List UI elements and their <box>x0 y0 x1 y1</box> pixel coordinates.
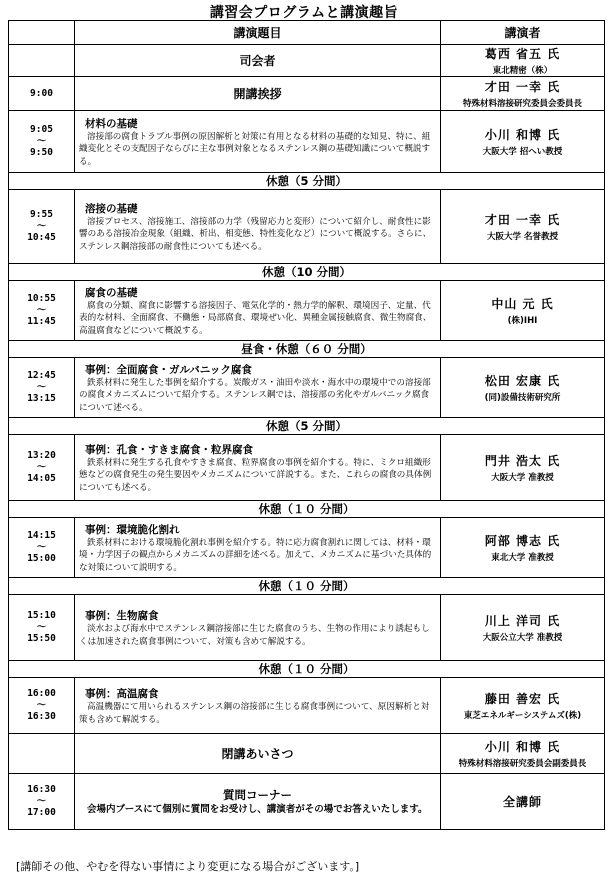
session-title: 事例：全面腐食・ガルバニック腐食 <box>85 363 252 376</box>
session-description: 鉄系材料に発生した事例を紹介する。炭酸ガス・油田や淡水・海水中の環境中での溶接部の腐食メカニズムについて紹介する。ステンレス鋼では、溶接部の劣化やガルバニック腐食について述べる。 <box>79 377 431 413</box>
topic-cell <box>75 678 441 734</box>
session-title: 質問コーナー <box>223 788 292 803</box>
speaker-name: 葛西 省五 氏 <box>484 47 561 61</box>
speaker-name: 藤田 善宏 氏 <box>484 692 561 706</box>
speaker-affiliation: 特殊材料溶接研究委員会委員長 <box>462 99 582 109</box>
table-row <box>9 111 605 173</box>
start-time: 9:05 <box>30 123 53 135</box>
speaker-header: 講演者 <box>441 21 605 45</box>
time-cell <box>9 190 75 264</box>
speaker-cell <box>441 45 605 77</box>
table-row <box>9 518 605 578</box>
speaker-affiliation: 特殊材料溶接研究委員会副委員長 <box>458 759 587 769</box>
end-time: 14:05 <box>27 473 56 485</box>
time-cell: 9:00 <box>9 77 75 111</box>
topic-cell <box>75 111 441 173</box>
topic-cell: 司会者 <box>75 45 441 77</box>
session-description: 淡水および海水中でステンレス鋼溶接部に生じた腐食のうち、生物の作用により誘起もしくは加速された腐食事例について、対策も含めて解説する。 <box>79 624 430 647</box>
speaker-name: 全講師 <box>502 795 542 809</box>
table-row <box>9 77 605 111</box>
break-row: 休憩（１０ 分間） <box>9 578 605 595</box>
start-time: 15:10 <box>27 609 56 621</box>
time-separator: 〜 <box>36 541 47 553</box>
speaker-affiliation: 東北精密（株） <box>492 66 553 76</box>
table-row <box>9 734 605 774</box>
time-cell <box>9 518 75 578</box>
speaker-name: 小川 和博 氏 <box>484 740 561 754</box>
session-description: 鉄系材料における環境脆化割れ事例を紹介する。特に応力腐食割れに関しては、材料・環境・力学因子の観点からメカニズムの詳細を述べる。加えて、メカニズムに基づいた具体的な対策について説明する。 <box>79 537 432 573</box>
speaker-cell <box>441 518 605 578</box>
speaker-affiliation: (株)IHI <box>507 316 538 326</box>
time-separator: 〜 <box>36 220 47 232</box>
session-title: 事例：環境脆化割れ <box>85 523 180 536</box>
end-time: 11:45 <box>27 316 56 328</box>
speaker-cell <box>441 77 605 111</box>
session-description: 腐食の分類、腐食に影響する溶接因子、電気化学的・熱力学的解釈、環境因子、定量、代表的な材料、全面腐食、不働態・局部腐食、環境ぜい化、異種金属接触腐食、微生物腐食、高温腐食などについて概説する。 <box>79 300 432 336</box>
end-time: 15:00 <box>27 553 56 565</box>
session-description: 溶接部の腐食トラブル事例の原因解析と対策に有用となる材料の基礎的な知見、特に、組織変化とその支配因子ならびに主な事例対象となるステンレス鋼の基礎知識について概説する。 <box>79 131 431 167</box>
speaker-cell <box>441 435 605 501</box>
speaker-name: 川上 洋司 氏 <box>484 614 561 628</box>
speaker-name: 阿部 博志 氏 <box>484 534 561 548</box>
time-cell <box>9 435 75 501</box>
speaker-cell <box>441 734 605 774</box>
speaker-name: 小川 和博 氏 <box>484 128 561 142</box>
topic-cell <box>75 358 441 418</box>
topic-cell: 閉講あいさつ <box>75 734 441 774</box>
speaker-affiliation: 大阪大学 名誉教授 <box>487 232 558 242</box>
speaker-name: 門井 浩太 氏 <box>484 454 561 468</box>
time-cell <box>9 678 75 734</box>
table-row <box>9 595 605 661</box>
session-description: 鉄系材料に発生する孔食やすきま腐食、粒界腐食の事例を紹介する。特に、ミクロ組織形態などの腐食発生の発生要因やメカニズムについて詳説する。また、これらの腐食の具体例についても述べる。 <box>79 457 432 493</box>
speaker-cell <box>441 190 605 264</box>
table-row <box>9 435 605 501</box>
speaker-cell <box>441 281 605 341</box>
session-description: 溶接プロセス、溶接施工、溶接部の力学（残留応力と変形）について紹介し、耐食性に影響のある溶接冶金現象（組織、析出、相変態、特性変化など）について概説する。さらに、ステンレス鋼溶接部の耐食性についても述べる。 <box>79 216 432 252</box>
table-row <box>9 281 605 341</box>
end-time: 15:50 <box>27 633 56 645</box>
speaker-name: 才田 一幸 氏 <box>484 80 561 94</box>
speaker-cell <box>441 111 605 173</box>
speaker-affiliation: 東北大学 准教授 <box>491 553 554 563</box>
session-description: 高温機器にて用いられるステンレス鋼の溶接部に生じる腐食事例について、原因解析と対策も含めて解説する。 <box>79 702 430 725</box>
topic-cell <box>75 435 441 501</box>
speaker-cell <box>441 595 605 661</box>
speaker-name: 松田 宏康 氏 <box>484 374 561 388</box>
start-time: 12:45 <box>27 369 56 381</box>
page-title: 講習会プログラムと講演趣旨 <box>209 5 399 21</box>
end-time: 9:50 <box>30 147 53 159</box>
speaker-cell <box>441 358 605 418</box>
end-time: 10:45 <box>27 232 56 244</box>
speaker-affiliation: 大阪公立大学 准教授 <box>482 633 563 643</box>
time-cell <box>9 45 75 77</box>
time-cell <box>9 734 75 774</box>
session-title: 事例：孔食・すきま腐食・粒界腐食 <box>85 443 253 456</box>
break-row: 休憩（5 分間） <box>9 173 605 190</box>
table-row <box>9 190 605 264</box>
table-row <box>9 678 605 734</box>
topic-cell <box>75 281 441 341</box>
topic-cell <box>75 190 441 264</box>
break-row: 休憩（10 分間） <box>9 264 605 281</box>
session-title: 腐食の基礎 <box>85 286 138 299</box>
time-separator: 〜 <box>36 381 47 393</box>
start-time: 10:55 <box>27 292 56 304</box>
break-row: 休憩（5 分間） <box>9 418 605 435</box>
start-time: 14:15 <box>27 529 56 541</box>
table-header <box>9 21 605 45</box>
start-time: 9:55 <box>30 208 53 220</box>
end-time: 13:15 <box>27 393 56 405</box>
topic-cell <box>75 774 441 830</box>
time-cell <box>9 281 75 341</box>
time-separator: 〜 <box>36 461 47 473</box>
footnote: [講師その他、やむを得ない事情により変更になる場合がございます。] <box>16 860 360 873</box>
speaker-cell <box>441 774 605 830</box>
session-title: 材料の基礎 <box>85 117 138 130</box>
time-separator: 〜 <box>36 699 47 711</box>
speaker-affiliation: 大阪大学 准教授 <box>491 473 554 483</box>
table-row <box>9 45 605 77</box>
start-time: 16:00 <box>27 687 56 699</box>
speaker-cell <box>441 678 605 734</box>
break-row: 休憩（１０ 分間） <box>9 501 605 518</box>
speaker-affiliation: (同)設備技術研究所 <box>484 393 561 403</box>
end-time: 17:00 <box>27 807 56 819</box>
topic-cell <box>75 518 441 578</box>
time-cell <box>9 358 75 418</box>
start-time: 16:30 <box>27 783 56 795</box>
session-title: 事例：生物腐食 <box>85 610 159 623</box>
speaker-name: 才田 一幸 氏 <box>484 213 561 227</box>
topic-cell <box>75 595 441 661</box>
program-table <box>8 20 605 830</box>
time-header <box>9 21 75 45</box>
break-row: 休憩（１０ 分間） <box>9 661 605 678</box>
time-separator: 〜 <box>36 135 47 147</box>
session-description: 会場内ブースにて個別に質問をお受けし、講演者がその場でお答えいたします。 <box>87 804 428 816</box>
time-cell <box>9 774 75 830</box>
time-separator: 〜 <box>36 304 47 316</box>
topic-header: 講演題目 <box>75 21 441 45</box>
session-title: 事例：高温腐食 <box>85 688 159 701</box>
speaker-affiliation: 大阪大学 招へい教授 <box>482 147 563 157</box>
time-cell <box>9 595 75 661</box>
time-separator: 〜 <box>36 795 47 807</box>
speaker-affiliation: 東芝エネルギーシステムズ(株) <box>463 711 582 721</box>
topic-cell: 開講挨拶 <box>75 77 441 111</box>
table-row <box>9 774 605 830</box>
table-row <box>9 358 605 418</box>
start-time: 13:20 <box>27 449 56 461</box>
end-time: 16:30 <box>27 711 56 723</box>
speaker-name: 中山 元 氏 <box>491 297 554 311</box>
break-row: 昼食・休憩（６０ 分間） <box>9 341 605 358</box>
session-title: 溶接の基礎 <box>85 202 138 215</box>
time-separator: 〜 <box>36 621 47 633</box>
time-cell <box>9 111 75 173</box>
